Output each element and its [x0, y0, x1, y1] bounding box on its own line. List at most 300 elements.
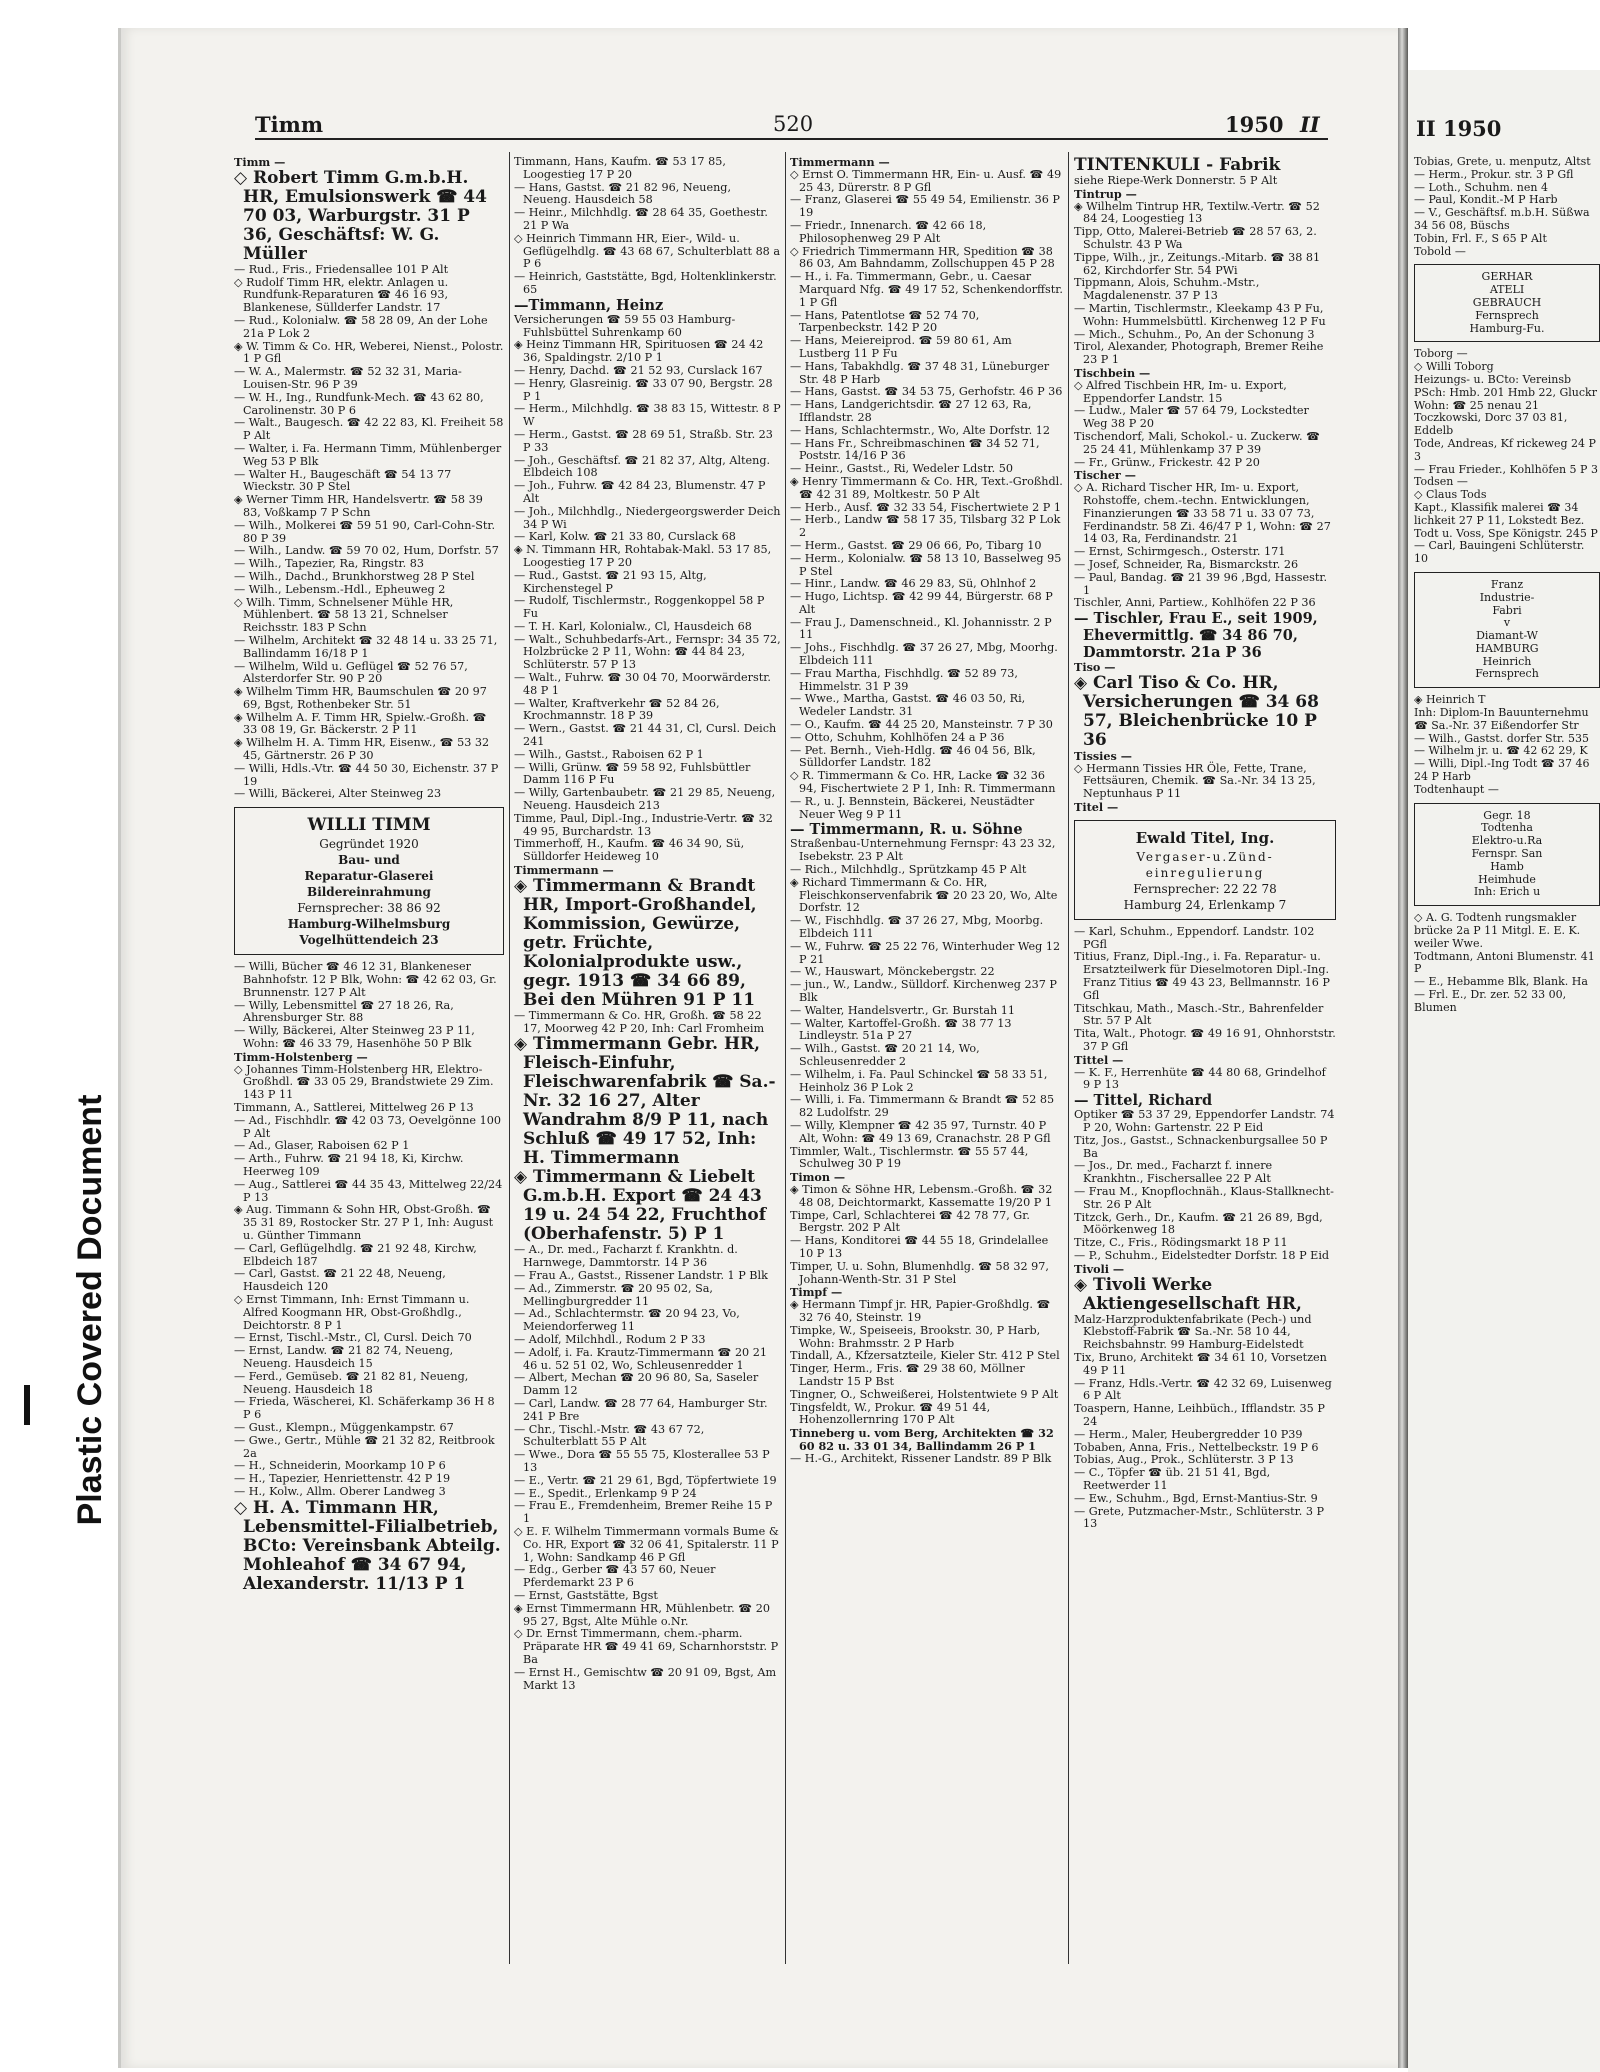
- directory-entry: Timpe, Carl, Schlachterei ☎ 42 78 77, Gr. Bergstr. 202 P Alt: [790, 1208, 1030, 1235]
- column-4-entries-cont: [1074, 926, 1336, 1531]
- directory-entry: ◈ Richard Timmermann & Co. HR, Fleischkonservenfabrik ☎ 20 23 20, Wo, Alte Dorfstr. 12: [790, 875, 1058, 915]
- directory-entry: — Wilhelm jr. u. ☎ 42 62 29, K: [1414, 744, 1588, 758]
- directory-entry: — V., Geschäftsf. m.b.H. Süßwa 34 56 08, Büschs: [1414, 206, 1590, 232]
- directory-entry: ◈ Tivoli Werke Aktiengesellschaft HR,: [1074, 1274, 1302, 1314]
- directory-entry: — H., i. Fa. Timmermann, Gebr., u. Caesar Marquard Nfg. ☎ 49 17 52, Schenkendorffstr. 1 P Gfl: [790, 270, 1063, 309]
- directory-entry: — Adolf, Milchhdl., Rodum 2 P 33: [514, 1333, 706, 1346]
- directory-entry: ◇ Willi Toborg: [1414, 360, 1494, 374]
- directory-entry: — Gust., Klempn., Müggenkampstr. 67: [234, 1420, 454, 1434]
- directory-entry: — K. F., Herrenhüte ☎ 44 80 68, Grindelhof 9 P 13: [1074, 1065, 1326, 1092]
- directory-entry: ◇ Friedrich Timmermann HR, Spedition ☎ 38 86 03, Am Bahndamm, Zollschuppen 45 P 28: [790, 244, 1055, 271]
- directory-entry: — H., Tapezier, Henriettenstr. 42 P 19: [234, 1472, 451, 1486]
- directory-entry: — Ew., Schuhm., Bgd, Ernst-Mantius-Str. 9: [1074, 1491, 1318, 1505]
- ad-line: Elektro-u.Ra: [1471, 834, 1543, 848]
- ad-willi-timm: [234, 807, 504, 955]
- directory-entry: — Franz, Hdls.-Vertr. ☎ 42 32 69, Luisenweg 6 P Alt: [1074, 1376, 1332, 1403]
- section-heading: Timmermann —: [790, 155, 890, 169]
- directory-entry: — Fr., Grünw., Frickestr. 42 P 20: [1074, 455, 1260, 469]
- directory-entry: — Joh., Fuhrw. ☎ 42 84 23, Blumenstr. 47 P Alt: [514, 479, 766, 505]
- page-header-volume: II: [1300, 112, 1320, 137]
- page-number: 520: [773, 112, 814, 136]
- section-heading: Timon —: [790, 1170, 846, 1185]
- ad-line: Bildereinrahmung: [307, 885, 431, 900]
- directory-entry: — Heinrich, Gaststätte, Bgd, Holtenklinkerstr. 65: [514, 270, 777, 296]
- directory-entry: ◈ W. Timm & Co. HR, Weberei, Nienst., Polostr. 1 P Gfl: [234, 339, 504, 366]
- column-1-entries: [234, 156, 504, 801]
- directory-entry: ◈ Heinz Timmann HR, Spirituosen ☎ 24 42 36, Spaldingstr. 2/10 P 1: [514, 338, 764, 365]
- directory-entry: — Rud., Gastst. ☎ 21 93 15, Altg, Kirchenstegel P: [514, 568, 707, 595]
- directory-entry: — W., Fuhrw. ☎ 25 22 76, Winterhuder Weg 12 P 21: [790, 939, 1061, 966]
- directory-entry: — Walt., Schuhbedarfs-Art., Fernspr: 34 35 72, Holzbrücke 2 P 11, Wohn: ☎ 44 84 23, Schlüterstr. 57 P 13: [514, 632, 781, 672]
- directory-entry: Tipp, Otto, Malerei-Betrieb ☎ 28 57 63, 2. Schulstr. 43 P Wa: [1074, 225, 1317, 251]
- directory-entry: — Karl, Kolw. ☎ 21 33 80, Curslack 68: [514, 530, 736, 544]
- directory-entry: ◇ A. Richard Tischer HR, Im- u. Export, Rohstoffe, chem.-techn. Entwicklungen, Finanzierungen ☎ 33 58 71 u. 33 07 73, Ferdinandstr. 58 Zi. 46/47 P 1, Wohn: ☎ 27 14 03, Ra, Ferdinandstr. 21: [1074, 481, 1331, 546]
- directory-entry: ◇ E. F. Wilhelm Timmermann vormals Bume & Co. HR, Export ☎ 32 06 41, Spitalerstr. 11 P 1, Wohn: Sandkamp 46 P Gfl: [514, 1524, 779, 1564]
- directory-entry: — Mich., Schuhm., Po, An der Schonung 3: [1074, 327, 1315, 341]
- directory-entry: Todtmann, Antoni Blumenstr. 41 P: [1414, 949, 1595, 976]
- ad-line: Inh: Erich u: [1473, 885, 1541, 899]
- column-rule: [1068, 152, 1069, 1964]
- directory-entry: — Hans, Schlachtermstr., Wo, Alte Dorfstr. 12: [790, 423, 1050, 437]
- ad-line: v: [1503, 616, 1511, 630]
- directory-entry: — Ludw., Maler ☎ 57 64 79, Lockstedter Weg 38 P 20: [1074, 404, 1309, 431]
- ad-box: [1414, 264, 1600, 342]
- directory-entry: — Willi, Grünw. ☎ 59 58 92, Fuhlsbüttler Damm 116 P Fu: [514, 760, 751, 787]
- directory-entry: — Paul, Kondit.-M P Harb: [1414, 193, 1558, 207]
- directory-entry: ◇ Ernst Timmann, Inh: Ernst Timmann u. Alfred Koogmann HR, Obst-Großhdlg., Deichtorstr. 8 P 1: [234, 1292, 470, 1332]
- directory-entry: Straßenbau-Unternehmung Fernspr: 43 23 32, Isebekstr. 23 P Alt: [790, 837, 1056, 864]
- directory-entry: — W., Fischhdlg. ☎ 37 26 27, Mbg, Moorbg. Elbdeich 111: [790, 914, 1044, 941]
- column-4-entries: [1074, 156, 1336, 814]
- directory-entry: ◇ A. G. Todtenh rungsmakler brücke 2a P 11 Mitgl. E. E. K. weiler Wwe.: [1414, 911, 1581, 950]
- directory-entry: Tix, Bruno, Architekt ☎ 34 61 10, Vorsetzen 49 P 11: [1074, 1350, 1327, 1377]
- directory-entry: — Hans, Meiereiprod. ☎ 59 80 61, Am Lustberg 11 P Fu: [790, 334, 1012, 360]
- ad-line: Industrie-: [1479, 590, 1535, 604]
- directory-entry: — Walter, i. Fa. Hermann Timm, Mühlenberger Weg 53 P Blk: [234, 441, 502, 468]
- directory-entry: — Carl, Bauingeni Schlüterstr. 10: [1414, 539, 1585, 566]
- section-heading: Tissies —: [1074, 748, 1132, 763]
- directory-entry: ◈ Timmermann Gebr. HR, Fleisch-Einfuhr, Fleischwarenfabrik ☎ Sa.-Nr. 32 16 27, Alter Wandrahm 8/9 P 11, nach Schluß ☎ 49 17 52, Inh: H. Timmermann: [514, 1034, 776, 1169]
- directory-entry: — Carl, Gastst. ☎ 21 22 48, Neueng, Hausdeich 120: [234, 1267, 446, 1294]
- directory-entry: — Wwe., Martha, Gastst. ☎ 46 03 50, Ri, Wedeler Landstr. 31: [790, 692, 1026, 719]
- ad-line: Hamburg-Fu.: [1469, 321, 1545, 335]
- directory-entry: Tischendorf, Mali, Schokol.- u. Zuckerw. ☎ 25 24 41, Mühlenkamp 37 P 39: [1074, 429, 1321, 456]
- directory-entry: — Wilh., Lebensm.-Hdl., Epheuweg 2: [234, 582, 446, 596]
- ad-city: Hamburg-Wilhelmsburg: [287, 917, 451, 932]
- column-2-entries: [514, 156, 782, 1692]
- directory-entry: — Walter, Handelsvertr., Gr. Burstah 11: [790, 1003, 1016, 1017]
- directory-entry: — Rud., Fris., Friedensallee 101 P Alt: [234, 262, 449, 276]
- section-heading: Tischer —: [1074, 468, 1136, 483]
- directory-entry: — Frau Frieder., Kohlhöfen 5 P 3: [1414, 462, 1598, 476]
- directory-entry: — Pet. Bernh., Vieh-Hdlg. ☎ 46 04 56, Blk, Sülldorfer Landstr. 182: [790, 743, 1036, 770]
- directory-entry: Tode, Andreas, Kf rickeweg 24 P 3: [1414, 436, 1596, 463]
- directory-entry: — Hans, Konditorei ☎ 44 55 18, Grindelallee 10 P 13: [790, 1234, 1049, 1260]
- ad-line: Hamb: [1490, 859, 1524, 873]
- directory-entry: — Ad., Fischhdlr. ☎ 42 03 73, Oevelgönne 100 P Alt: [234, 1113, 501, 1140]
- directory-entry: — Hans, Patentlotse ☎ 52 74 70, Tarpenbeckstr. 142 P 20: [790, 308, 980, 335]
- column-4: [1074, 156, 1336, 1531]
- directory-entry: ◈ Hermann Timpf jr. HR, Papier-Großhdlg. ☎ 32 76 40, Steinstr. 19: [790, 1298, 1051, 1324]
- section-heading: Tiso —: [1074, 660, 1116, 675]
- directory-entry: — W. H., Ing., Rundfunk-Mech. ☎ 43 62 80, Carolinenstr. 30 P 6: [234, 390, 484, 417]
- directory-entry: TINTENKULI - Fabrik: [1074, 155, 1281, 175]
- section-heading: Tivoli —: [1074, 1261, 1125, 1276]
- ad-line: Fernspr. San: [1471, 847, 1543, 861]
- directory-entry: — Hans, Landgerichtsdir. ☎ 27 12 63, Ra, Ifflandstr. 28: [790, 398, 1032, 424]
- ad-line: Heinrich: [1482, 654, 1532, 668]
- directory-entry: —Timmann, Heinz: [514, 296, 664, 314]
- ad-line: HAMBURG: [1475, 641, 1539, 655]
- directory-entry: Tobias, Aug., Prok., Schlüterstr. 3 P 13: [1074, 1453, 1294, 1467]
- directory-entry: — Joh., Geschäftsf. ☎ 21 82 37, Altg, Alteng. Elbdeich 108: [514, 453, 771, 480]
- directory-entry: — Herm., Kolonialw. ☎ 58 13 10, Basselweg 95 P Stel: [790, 551, 1062, 578]
- directory-entry: — Hugo, Lichtsp. ☎ 42 99 44, Bürgerstr. 68 P Alt: [790, 590, 1053, 616]
- directory-entry: ◈ Carl Tiso & Co. HR, Versicherungen ☎ 34 68 57, Bleichenbrücke 10 P 36: [1074, 672, 1319, 750]
- section-heading: Titel —: [1074, 800, 1119, 815]
- directory-entry: Tingsfeldt, W., Prokur. ☎ 49 51 44, Hohenzollernring 170 P Alt: [790, 1400, 991, 1427]
- directory-entry: — Wilh., Gastst. dorfer Str. 535: [1414, 731, 1589, 745]
- ad-line: Fabri: [1492, 603, 1522, 617]
- directory-entry: Timper, U. u. Sohn, Blumenhdlg. ☎ 58 32 97, Johann-Wenth-Str. 31 P Stel: [790, 1259, 1049, 1286]
- directory-entry: Titz, Jos., Gastst., Schnackenburgsallee 50 P Ba: [1074, 1133, 1328, 1160]
- directory-entry: — Herm., Gastst. ☎ 28 69 51, Straßb. Str. 23 P 33: [514, 427, 773, 454]
- directory-entry: — Frl. E., Dr. zer. 52 33 00, Blumen: [1414, 988, 1567, 1014]
- directory-entry: — Arth., Fuhrw. ☎ 21 94 18, Ki, Kirchw. Heerweg 109: [234, 1152, 464, 1179]
- directory-entry: — Wilhelm, Wild u. Geflügel ☎ 52 76 57, Alsterdorfer Str. 90 P 20: [234, 659, 468, 686]
- directory-entry: — Willi, Bäckerei, Alter Steinweg 23: [234, 787, 442, 801]
- directory-entry: ◇ Alfred Tischbein HR, Im- u. Export, Eppendorfer Landstr. 15: [1074, 378, 1287, 405]
- directory-entry: — Willi, Dipl.-Ing Todt ☎ 37 46 24 P Harb: [1414, 757, 1590, 784]
- ad-title: Ewald Titel, Ing.: [1135, 828, 1275, 847]
- directory-entry: Toaspern, Hanne, Leihbüch., Ifflandstr. 35 P 24: [1074, 1402, 1325, 1428]
- directory-entry: ◈ Wilhelm Timm HR, Baumschulen ☎ 20 97 69, Bgst, Rothenbeker Str. 51: [234, 685, 487, 711]
- directory-entry: — Loth., Schuhm. nen 4: [1414, 180, 1548, 194]
- directory-entry: Tita, Walt., Photogr. ☎ 49 16 91, Ohnhorststr. 37 P Gfl: [1074, 1027, 1336, 1054]
- directory-entry: — Wern., Gastst. ☎ 21 44 31, Cl, Cursl. Deich 241: [514, 722, 777, 749]
- directory-entry: — Friedr., Innenarch. ☎ 42 66 18, Philosophenweg 29 P Alt: [790, 218, 987, 245]
- ad-address: Hamburg 24, Erlenkamp 7: [1123, 897, 1287, 912]
- directory-entry: — Frieda, Wäscherei, Kl. Schäferkamp 36 H 8 P 6: [234, 1395, 495, 1422]
- directory-entry: — Ernst, Gaststätte, Bgst: [514, 1588, 658, 1602]
- directory-entry: — Herm., Milchhdlg. ☎ 38 83 15, Wittestr. 8 P W: [514, 402, 781, 429]
- directory-entry: — H., Kolw., Allm. Oberer Landweg 3: [234, 1484, 446, 1498]
- column-1: [234, 156, 504, 1594]
- section-heading: Tobold —: [1414, 244, 1466, 258]
- directory-entry: — jun., W., Landw., Sülldorf. Kirchenweg 237 P Blk: [790, 978, 1057, 1004]
- section-heading: Toborg —: [1414, 347, 1468, 361]
- directory-entry: Tobias, Grete, u. menputz, Altst: [1414, 155, 1591, 168]
- directory-entry: — Hans Fr., Schreibmaschinen ☎ 34 52 71, Poststr. 14/16 P 36: [790, 436, 1040, 463]
- directory-entry: ◇ Wilh. Timm, Schnelsener Mühle HR, Mühlenbert. ☎ 58 13 21, Schnelser Reichsstr. 183 P Schn: [234, 595, 454, 635]
- directory-entry: Tischler, Anni, Partiew., Kohlhöfen 22 P 36: [1074, 596, 1316, 610]
- directory-entry: — Herb., Landw ☎ 58 17 35, Tilsbarg 32 P Lok 2: [790, 513, 1061, 540]
- directory-entry: — Timmermann & Co. HR, Großh. ☎ 58 22 17, Moorweg 42 P 20, Inh: Carl Fromheim: [514, 1008, 765, 1035]
- ad-phone: Fernsprecher: 38 86 92: [297, 901, 441, 916]
- column-rule: [509, 152, 510, 1964]
- directory-entry: — Willi, Bücher ☎ 46 12 31, Blankeneser Bahnhofstr. 12 P Blk, Wohn: ☎ 42 62 03, Gr. Brunnenstr. 127 P Alt: [234, 960, 497, 999]
- directory-entry: — Willi, i. Fa. Timmermann & Brandt ☎ 52 85 82 Ludolfstr. 29: [790, 1093, 1055, 1120]
- directory-entry: — Walter, Kraftverkehr ☎ 52 84 26, Krochmannstr. 18 P 39: [514, 696, 720, 723]
- directory-entry: — R., u. J. Bennstein, Bäckerei, Neustädter Neuer Weg 9 P 11: [790, 794, 1035, 821]
- section-heading: Timpf —: [790, 1285, 843, 1300]
- directory-entry: — Johs., Fischhdlg. ☎ 37 26 27, Mbg, Moorhg. Elbdeich 111: [790, 641, 1058, 668]
- directory-entry: ◇ H. A. Timmann HR, Lebensmittel-Filialbetrieb, BCto: Vereinsbank Abteilg. Mohleahof ☎ 34 67 94, Alexanderstr. 11/13 P 1: [234, 1497, 501, 1594]
- directory-entry: ◈ Timmermann & Liebelt G.m.b.H. Export ☎ 24 43 19 u. 24 54 22, Fruchthof (Oberhafenstr. 5) P 1: [514, 1167, 767, 1245]
- directory-entry: Tippe, Wilh., jr., Zeitungs.-Mitarb. ☎ 38 81 62, Kirchdorfer Str. 54 PWi: [1074, 250, 1321, 277]
- directory-entry: — H., Schneiderin, Moorkamp 10 P 6: [234, 1459, 446, 1473]
- directory-entry: — Edg., Gerber ☎ 43 57 60, Neuer Pferdemarkt 23 P 6: [514, 1563, 716, 1590]
- directory-entry: — E., Spedit., Erlenkamp 9 P 24: [514, 1486, 697, 1500]
- directory-entry: — Josef, Schneider, Ra, Bismarckstr. 26: [1074, 557, 1299, 571]
- next-page-header: II 1950: [1416, 116, 1502, 141]
- directory-entry: — Timmermann, R. u. Söhne: [790, 821, 1023, 839]
- directory-entry: Tobin, Frl. F., S 65 P Alt: [1414, 231, 1547, 245]
- directory-entry: — Frau M., Knopflochnäh., Klaus-Stallknecht-Str. 26 P Alt: [1074, 1185, 1334, 1211]
- ad-title: WILLI TIMM: [307, 815, 431, 836]
- ad-line: Fernsprech: [1475, 667, 1539, 681]
- directory-entry: Timme, Paul, Dipl.-Ing., Industrie-Vertr. ☎ 32 49 95, Burchardstr. 13: [514, 811, 773, 838]
- directory-entry: — Tischler, Frau E., seit 1909, Ehevermittlg. ☎ 34 86 70, Dammtorstr. 21a P 36: [1074, 610, 1318, 662]
- section-heading: Timm-Holstenberg —: [234, 1049, 368, 1064]
- directory-entry: Todt u. Voss, Spe Königstr. 245 P: [1414, 526, 1598, 540]
- directory-entry: ◈ Wilhelm A. F. Timm HR, Spielw.-Großh. ☎ 33 08 19, Gr. Bäckerstr. 2 P 11: [234, 710, 487, 737]
- directory-entry: — Willy, Klempner ☎ 42 35 97, Turnstr. 40 P Alt, Wohn: ☎ 49 13 69, Cranachstr. 28 P Gfl: [790, 1118, 1051, 1145]
- directory-entry: — Aug., Sattlerei ☎ 44 35 43, Mittelweg 22/24 P 13: [234, 1177, 503, 1204]
- ad-box: [1414, 572, 1600, 688]
- directory-entry: — Heinr., Gastst., Ri, Wedeler Ldstr. 50: [790, 462, 1013, 476]
- directory-entry: — O., Kaufm. ☎ 44 25 20, Mansteinstr. 7 P 30: [790, 718, 1053, 732]
- directory-entry: — Karl, Schuhm., Eppendorf. Landstr. 102 PGfl: [1074, 924, 1315, 951]
- directory-entry: — Walt., Baugesch. ☎ 42 22 83, Kl. Freiheit 58 P Alt: [234, 416, 504, 443]
- directory-entry: — Heinr., Milchhdlg. ☎ 28 64 35, Goethestr. 21 P Wa: [514, 206, 768, 232]
- directory-entry: Inh: Diplom-In Bauunternehmu ☎ Sa.-Nr. 37 Eißendorfer Str: [1414, 706, 1589, 732]
- directory-entry: — T. H. Karl, Kolonialw., Cl, Hausdeich 68: [514, 619, 752, 633]
- ad-line: Fernsprech: [1475, 308, 1539, 322]
- directory-entry: — Wilh., Tapezier, Ra, Ringstr. 83: [234, 557, 424, 571]
- directory-entry: — E., Hebamme Blk, Blank. Ha: [1414, 975, 1588, 989]
- directory-entry: — Martin, Tischlermstr., Kleekamp 43 P Fu, Wohn: Hummelsbüttl. Kirchenweg 12 P Fu: [1074, 301, 1326, 328]
- directory-entry: — Carl, Geflügelhdlg. ☎ 21 92 48, Kirchw, Elbdeich 187: [234, 1241, 477, 1268]
- ad-ewald-titel: [1074, 820, 1336, 920]
- ad-line: einregulierung: [1145, 865, 1265, 880]
- directory-entry: ◈ Timon & Söhne HR, Lebensm.-Großh. ☎ 32 48 08, Deichtormarkt, Kassematte 19/20 P 1: [790, 1182, 1053, 1209]
- directory-entry: Kapt., Klassifik malerei ☎ 34 lichkeit 27 P 11, Lokstedt Bez.: [1414, 500, 1585, 527]
- directory-entry: — Hans, Gastst. ☎ 34 53 75, Gerhofstr. 46 P 36: [790, 385, 1063, 399]
- directory-entry: Tinger, Herm., Fris. ☎ 29 38 60, Möllner Landstr 15 P Bst: [790, 1362, 1025, 1388]
- directory-entry: ◈ N. Timmann HR, Rohtabak-Makl. 53 17 85, Loogestieg 17 P 20: [514, 543, 772, 569]
- section-heading: Tintrup —: [1074, 186, 1137, 201]
- directory-entry: — Walt., Fuhrw. ☎ 30 04 70, Moorwärderstr. 48 P 1: [514, 671, 771, 697]
- directory-entry: — Wilh., Landw. ☎ 59 70 02, Hum, Dorfstr. 57: [234, 544, 499, 558]
- directory-entry: — Grete, Putzmacher-Mstr., Schlüterstr. 3 P 13: [1074, 1504, 1325, 1531]
- directory-entry: — Rudolf, Tischlermstr., Roggenkoppel 58 P Fu: [514, 594, 765, 621]
- directory-entry: — E., Vertr. ☎ 21 29 61, Bgd, Töpfertwiete 19: [514, 1473, 777, 1487]
- directory-entry: Timmann, Hans, Kaufm. ☎ 53 17 85, Loogestieg 17 P 20: [514, 155, 726, 181]
- directory-entry: — Wilh., Dachd., Brunkhorstweg 28 P Stel: [234, 569, 475, 583]
- directory-entry: — Walter, Kartoffel-Großh. ☎ 38 77 13 Lindleystr. 51a P 27: [790, 1016, 1012, 1043]
- directory-entry: — Herm., Gastst. ☎ 29 06 66, Po, Tibarg 10: [790, 538, 1042, 552]
- directory-entry: — Ernst H., Gemischtw ☎ 20 91 09, Bgst, Am Markt 13: [514, 1665, 777, 1692]
- directory-entry: — Albert, Mechan ☎ 20 96 80, Sa, Saseler Damm 12: [514, 1371, 759, 1398]
- ad-founded: Gegründet 1920: [319, 837, 419, 852]
- directory-entry: ◈ Henry Timmermann & Co. HR, Text.-Großhdl. ☎ 42 31 89, Moltkestr. 50 P Alt: [790, 474, 1063, 501]
- directory-entry: Timmler, Walt., Tischlermstr. ☎ 55 57 44, Schulweg 30 P 19: [790, 1144, 1029, 1171]
- directory-entry: — Otto, Schuhm, Kohlhöfen 24 a P 36: [790, 730, 1005, 744]
- ad-line: Heimhude: [1478, 872, 1536, 886]
- directory-entry: ◇ Dr. Ernst Timmermann, chem.-pharm. Präparate HR ☎ 49 41 69, Scharnhorststr. P Ba: [514, 1627, 779, 1666]
- page-header-left: Timm: [255, 112, 324, 137]
- section-heading: Tittel —: [1074, 1052, 1124, 1067]
- directory-entry: — Walter H., Baugeschäft ☎ 54 13 77 Wieckstr. 30 P Stel: [234, 467, 452, 494]
- directory-entry: — Jos., Dr. med., Facharzt f. innere Krankhtn., Fischersallee 22 P Alt: [1074, 1159, 1273, 1186]
- ad-line: Reparatur-Glaserei: [304, 869, 434, 884]
- binder-spine: [0, 0, 120, 2072]
- directory-entry: — Ernst, Tischl.-Mstr., Cl, Cursl. Deich 70: [234, 1331, 472, 1345]
- ad-box: [1414, 803, 1600, 907]
- directory-entry: — Henry, Dachd. ☎ 21 52 93, Curslack 167: [514, 363, 763, 377]
- directory-entry: — Rud., Kolonialw. ☎ 58 28 09, An der Lohe 21a P Lok 2: [234, 313, 488, 340]
- directory-entry: ◇ Heinrich Timmann HR, Eier-, Wild- u. Geflügelhdlg. ☎ 43 68 67, Schulterblatt 88 a P 6: [514, 231, 781, 271]
- directory-entry: — Hinr., Landw. ☎ 46 29 83, Sü, Ohlnhof 2: [790, 577, 1037, 591]
- directory-entry: Versicherungen ☎ 59 55 03 Hamburg-Fuhlsbüttel Suhrenkamp 60: [514, 312, 736, 339]
- directory-entry: ◇ Rudolf Timm HR, elektr. Anlagen u. Rundfunk-Reparaturen ☎ 46 16 93, Blankenese, Süllderfer Landstr. 17: [234, 275, 449, 315]
- next-page: [1408, 70, 1600, 2072]
- directory-entry: — Wilhelm, Architekt ☎ 32 48 14 u. 33 25 71, Ballindamm 16/18 P 1: [234, 633, 498, 660]
- directory-entry: Heizungs- u. BCto: Vereinsb PSch: Hmb. 201 Hmb 22, Gluckr Wohn: ☎ 25 nenau 21: [1414, 372, 1597, 412]
- column-3: [790, 156, 1064, 1465]
- directory-entry: Optiker ☎ 53 37 29, Eppendorfer Landstr. 74 P 20, Wohn: Gartenstr. 22 P Eid: [1074, 1108, 1335, 1135]
- directory-entry: — Willy, Gartenbaubetr. ☎ 21 29 85, Neueng, Neueng. Hausdeich 213: [514, 786, 776, 813]
- spine-label: Plastic Covered Document: [71, 1094, 109, 1526]
- section-heading: Timm —: [234, 155, 286, 169]
- directory-entry: — Ferd., Gemüseb. ☎ 21 82 81, Neueng, Neueng. Hausdeich 18: [234, 1369, 469, 1396]
- ad-line: GEBRAUCH: [1472, 295, 1542, 309]
- directory-entry: — Wwe., Dora ☎ 55 55 75, Klosterallee 53 P 13: [514, 1448, 770, 1474]
- directory-entry: — Frau Martha, Fischhdlg. ☎ 52 89 73, Himmelstr. 31 P 39: [790, 666, 1018, 693]
- directory-entry: Tobaben, Anna, Fris., Nettelbeckstr. 19 P 6: [1074, 1440, 1319, 1454]
- directory-entry: — Wilh., Gastst. ☎ 20 21 14, Wo, Schleusenredder 2: [790, 1042, 980, 1068]
- directory-entry: — Carl, Landw. ☎ 28 77 64, Hamburger Str. 241 P Bre: [514, 1396, 768, 1423]
- ad-line: ATELI: [1489, 283, 1525, 297]
- directory-entry: — Joh., Milchhdlg., Niedergeorgswerder Deich 34 P Wi: [514, 504, 781, 531]
- directory-entry: — Ad., Glaser, Raboisen 62 P 1: [234, 1139, 410, 1153]
- section-heading: Tinneberg u. vom Berg, Architekten ☎ 32 60 82 u. 33 01 34, Ballindamm 26 P 1: [790, 1426, 1054, 1453]
- directory-entry: ◇ Hermann Tissies HR Öle, Fette, Trane, Fettsäuren, Chemik. ☎ Sa.-Nr. 34 13 25, Neptunhaus P 11: [1074, 761, 1316, 801]
- directory-entry: — Gwe., Gertr., Mühle ☎ 21 32 82, Reitbrook 2a: [234, 1433, 495, 1460]
- directory-entry: — Frau A., Gastst., Rissener Landstr. 1 P Blk: [514, 1269, 768, 1283]
- page-header-year: 1950: [1225, 112, 1284, 137]
- ad-line: Franz: [1490, 577, 1524, 591]
- directory-entry: Titze, C., Fris., Rödingsmarkt 18 P 11: [1074, 1236, 1288, 1250]
- directory-entry: — Herb., Ausf. ☎ 32 33 54, Fischertwiete 2 P 1: [790, 500, 1061, 514]
- section-heading: Tischbein —: [1074, 365, 1151, 380]
- directory-entry: — Ernst, Landw. ☎ 21 82 74, Neueng, Neueng. Hausdeich 15: [234, 1344, 454, 1370]
- directory-entry: ◈ Aug. Timmann & Sohn HR, Obst-Großh. ☎ 35 31 89, Rostocker Str. 27 P 1, Inh: August u. Günther Timmann: [234, 1203, 494, 1242]
- directory-entry: — Herm., Prokur. str. 3 P Gfl: [1414, 167, 1574, 181]
- column-1-entries-cont: [234, 961, 504, 1593]
- directory-entry: ◇ Ernst O. Timmermann HR, Ein- u. Ausf. ☎ 49 25 43, Dürerstr. 8 P Gfl: [790, 167, 1062, 194]
- directory-entry: Toczkowski, Dorc 37 03 81, Eddelb: [1414, 411, 1568, 438]
- directory-entry: Malz-Harzproduktenfabrikate (Pech-) und Klebstoff-Fabrik ☎ Sa.-Nr. 58 10 44, Reichsbahnstr. 99 Hamburg-Eidelstedt: [1074, 1312, 1312, 1352]
- ad-phone: Fernsprecher: 22 22 78: [1133, 881, 1277, 896]
- directory-entry: — Frau E., Fremdenheim, Bremer Reihe 15 P 1: [514, 1499, 773, 1526]
- directory-entry: — Wilhelm, i. Fa. Paul Schinckel ☎ 58 33 51, Heinholz 36 P Lok 2: [790, 1067, 1048, 1094]
- directory-entry: — P., Schuhm., Eidelstedter Dorfstr. 18 P Eid: [1074, 1249, 1330, 1262]
- directory-entry: — Frau J., Damenschneid., Kl. Johannisstr. 2 P 11: [790, 615, 1052, 642]
- directory-entry: Titschkau, Math., Masch.-Str., Bahrenfelder Str. 57 P Alt: [1074, 1001, 1324, 1028]
- directory-entry: Tindall, A., Kfzersatzteile, Kieler Str. 412 P Stel: [790, 1349, 1060, 1363]
- section-heading: Todsen —: [1414, 475, 1468, 489]
- directory-entry: — Tittel, Richard: [1074, 1092, 1213, 1110]
- directory-entry: ◈ Wilhelm Tintrup HR, Textilw.-Vertr. ☎ 52 84 24, Loogestieg 13: [1074, 199, 1320, 226]
- ad-line: Todtenha: [1481, 821, 1533, 835]
- directory-entry: — Hans, Gastst. ☎ 21 82 96, Neueng, Neueng. Hausdeich 58: [514, 180, 732, 207]
- directory-entry: — Ad., Zimmerstr. ☎ 20 95 02, Sa, Mellingburgredder 11: [514, 1281, 713, 1308]
- spine-mark: [24, 1385, 30, 1425]
- directory-entry: — Herm., Maler, Heubergredder 10 P39: [1074, 1427, 1303, 1441]
- directory-entry: ◈ Ernst Timmermann HR, Mühlenbetr. ☎ 20 95 27, Bgst, Alte Mühle o.Nr.: [514, 1601, 770, 1628]
- directory-entry: ◈ Werner Timm HR, Handelsvertr. ☎ 58 39 83, Voßkamp 7 P Schn: [234, 493, 483, 519]
- directory-entry: — Wilh., Gastst., Raboisen 62 P 1: [514, 747, 704, 761]
- directory-entry: — W., Hauswart, Mönckebergstr. 22: [790, 965, 995, 979]
- directory-entry: Tingner, O., Schweißerei, Holstentwiete 9 P Alt: [790, 1387, 1059, 1401]
- directory-entry: — A., Dr. med., Facharzt f. Krankhtn. d. Harnwege, Dammtorstr. 14 P 36: [514, 1243, 738, 1270]
- column-3-entries: [790, 156, 1064, 1465]
- directory-entry: — Willy, Lebensmittel ☎ 27 18 26, Ra, Ahrensburger Str. 88: [234, 998, 454, 1025]
- directory-entry: ◇ Claus Tods: [1414, 488, 1487, 502]
- directory-entry: ◇ R. Timmermann & Co. HR, Lacke ☎ 32 36 94, Fischertwiete 2 P 1, Inh: R. Timmermann: [790, 769, 1056, 796]
- ad-line: Vergaser-u.Zünd-: [1136, 849, 1274, 864]
- directory-entry: Tirol, Alexander, Photograph, Bremer Reihe 23 P 1: [1074, 340, 1324, 367]
- page-edge: [1398, 28, 1408, 2068]
- directory-entry: — Paul, Bandag. ☎ 21 39 96 ,Bgd, Hassestr. 1: [1074, 570, 1328, 597]
- directory-entry: — Ad., Schlachtermstr. ☎ 20 94 23, Vo, Meiendorferweg 11: [514, 1307, 740, 1334]
- directory-entry: ◇ Johannes Timm-Holstenberg HR, Elektro-Großhdl. ☎ 33 05 29, Brandstwiete 29 Zim. 143 P 11: [234, 1062, 494, 1102]
- directory-entry: — Willy, Bäckerei, Alter Steinweg 23 P 11, Wohn: ☎ 46 33 79, Hasenhöhe 50 P Blk: [234, 1024, 475, 1051]
- directory-entry: — Wilh., Molkerei ☎ 59 51 90, Carl-Cohn-Str. 80 P 39: [234, 518, 496, 545]
- directory-entry: — Franz, Glaserei ☎ 55 49 54, Emilienstr. 36 P 19: [790, 193, 1060, 220]
- directory-entry: ◇ Robert Timm G.m.b.H. HR, Emulsionswerk ☎ 44 70 03, Warburgstr. 31 P 36, Geschäftsf: W. G. Müller: [234, 167, 487, 264]
- directory-entry: Timpke, W., Speiseeis, Brookstr. 30, P Harb, Wohn: Brahmsstr. 2 P Harb: [790, 1323, 1041, 1350]
- directory-entry: Titzck, Gerh., Dr., Kaufm. ☎ 21 26 89, Bgd, Möörkenweg 18: [1074, 1210, 1323, 1237]
- section-heading: Todtenhaupt —: [1414, 782, 1499, 796]
- directory-entry: Tippmann, Alois, Schuhm.-Mstr., Magdalenenstr. 37 P 13: [1074, 276, 1260, 303]
- directory-entry: — Adolf, i. Fa. Krautz-Timmermann ☎ 20 21 46 u. 52 51 02, Wo, Schleusenredder 1: [514, 1345, 767, 1372]
- directory-entry: — Chr., Tischl.-Mstr. ☎ 43 67 72, Schulterblatt 55 P Alt: [514, 1422, 705, 1449]
- directory-entry: — Hans, Tabakhdlg. ☎ 37 48 31, Lüneburger Str. 48 P Harb: [790, 359, 1050, 386]
- ad-line: GERHAR: [1481, 270, 1533, 284]
- directory-entry: — C., Töpfer ☎ üb. 21 51 41, Bgd, Reetwerder 11: [1074, 1466, 1271, 1492]
- directory-entry: Timmann, A., Sattlerei, Mittelweg 26 P 13: [234, 1101, 474, 1115]
- column-rule: [785, 152, 786, 1964]
- directory-entry: — Henry, Glasreinig. ☎ 33 07 90, Bergstr. 28 P 1: [514, 376, 773, 403]
- directory-entry: — Ernst, Schirmgesch., Osterstr. 171: [1074, 545, 1286, 559]
- directory-entry: Timmerhoff, H., Kaufm. ☎ 46 34 90, Sü, Sülldorfer Heideweg 10: [514, 837, 745, 864]
- directory-entry: — Rich., Milchhdlg., Sprützkamp 45 P Alt: [790, 863, 1027, 877]
- column-2: [514, 156, 782, 1692]
- directory-entry: Titius, Franz, Dipl.-Ing., i. Fa. Reparatur- u. Ersatzteilwerk für Dieselmotoren Dipl.-Ing. Franz Titius ☎ 49 43 23, Bellmannstr. 16 P Gfl: [1074, 950, 1330, 1002]
- ad-street: Vogelhüttendeich 23: [299, 933, 439, 948]
- header-rule: [255, 138, 1328, 140]
- directory-entry: ◈ Timmermann & Brandt HR, Import-Großhandel, Kommission, Gewürze, getr. Früchte, Kolonialprodukte usw., gegr. 1913 ☎ 34 66 89, Bei den Mühren 91 P 11: [514, 875, 757, 1010]
- directory-entry: — Willi, Hdls.-Vtr. ☎ 44 50 30, Eichenstr. 37 P 19: [234, 761, 499, 788]
- directory-entry: — W. A., Malermstr. ☎ 52 32 31, Maria-Louisen-Str. 96 P 39: [234, 365, 462, 391]
- ad-line: Bau- und: [338, 853, 400, 868]
- directory-entry: ◈ Wilhelm H. A. Timm HR, Eisenw., ☎ 53 32 45, Gärtnerstr. 26 P 30: [234, 736, 490, 763]
- next-page-column: [1414, 156, 1600, 1015]
- ad-line: Diamant-W: [1476, 629, 1538, 643]
